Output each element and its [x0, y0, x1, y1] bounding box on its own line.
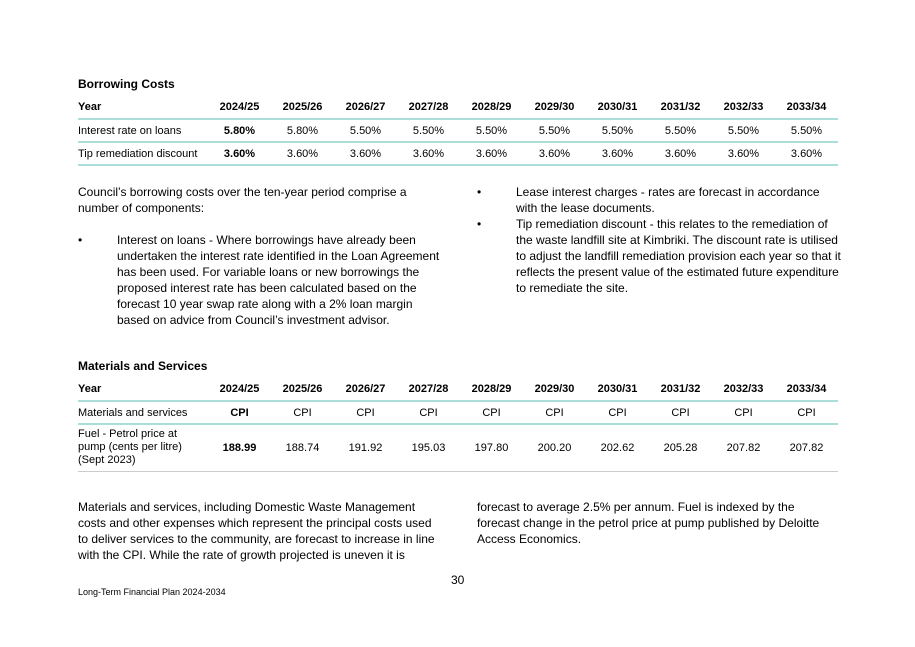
page-number: 30 — [451, 573, 465, 587]
column-header: 2030/31 — [597, 101, 638, 113]
table-cell: 3.60% — [223, 147, 256, 160]
bullet-interest-on-loans — [78, 232, 453, 332]
table-cell: CPI — [608, 406, 627, 419]
table-header-row — [78, 378, 838, 401]
column-header: 2027/28 — [408, 383, 449, 395]
table-cell: 3.60% — [349, 147, 382, 160]
column-header: 2032/33 — [723, 101, 764, 113]
table-cell: 188.74 — [285, 441, 320, 454]
column-header: 2026/27 — [345, 383, 386, 395]
row-label: Tip remediation discount — [78, 147, 198, 160]
table-cell: CPI — [482, 406, 501, 419]
table-cell: 5.50% — [538, 124, 571, 137]
table-cell: 207.82 — [789, 441, 824, 454]
table-cell: 5.80% — [286, 124, 319, 137]
column-header: 2030/31 — [597, 383, 638, 395]
table-cell: CPI — [419, 406, 438, 419]
borrowing-costs-table — [78, 96, 838, 166]
table-cell: CPI — [293, 406, 312, 419]
table-cell: CPI — [734, 406, 753, 419]
table-row — [78, 401, 838, 424]
bullet-tip-remediation — [477, 216, 842, 298]
column-header: 2025/26 — [282, 101, 323, 113]
column-header: Year — [78, 101, 102, 113]
table-cell: 3.60% — [286, 147, 319, 160]
table-row — [78, 424, 838, 471]
table-cell: 191.92 — [348, 441, 383, 454]
column-header: 2024/25 — [219, 383, 260, 395]
bullet-text: Lease interest charges - rates are forecast in accordance with the lease documents. — [516, 185, 820, 215]
table-cell: 3.60% — [790, 147, 823, 160]
row-label: Interest rate on loans — [78, 124, 182, 137]
table-cell: 200.20 — [537, 441, 572, 454]
bullet-icon: • — [78, 233, 83, 247]
borrowing-costs-heading: Borrowing Costs — [78, 77, 175, 91]
column-header: 2029/30 — [534, 101, 575, 113]
bullet-icon: • — [477, 185, 482, 199]
row-label: Materials and services — [78, 406, 188, 419]
table-cell: 3.60% — [727, 147, 760, 160]
bullet-icon: • — [477, 217, 482, 231]
column-header: 2026/27 — [345, 101, 386, 113]
column-header: 2033/34 — [786, 101, 827, 113]
column-header: 2029/30 — [534, 383, 575, 395]
column-header: 2033/34 — [786, 383, 827, 395]
table-cell: CPI — [797, 406, 816, 419]
column-header: Year — [78, 383, 102, 395]
table-cell: 5.50% — [727, 124, 760, 137]
column-header: 2031/32 — [660, 101, 701, 113]
table-cell: 5.50% — [790, 124, 823, 137]
materials-services-heading: Materials and Services — [78, 359, 208, 373]
table-header-row — [78, 96, 838, 119]
table-cell: 5.50% — [664, 124, 697, 137]
table-cell: 202.62 — [600, 441, 635, 454]
column-header: 2031/32 — [660, 383, 701, 395]
column-header: 2028/29 — [471, 383, 512, 395]
table-cell: 5.50% — [475, 124, 508, 137]
table-cell: 207.82 — [726, 441, 761, 454]
bullet-lease-interest — [477, 184, 842, 218]
table-cell: 5.50% — [412, 124, 445, 137]
table-cell: 197.80 — [474, 441, 509, 454]
materials-services-table — [78, 378, 838, 472]
borrowing-intro-paragraph: Council’s borrowing costs over the ten-year period comprise a number of components: — [78, 185, 407, 215]
bullet-text: Interest on loans - Where borrowings have already been undertaken the interest rate identified in the Loan Agreement has been used. For variable loans or new borrowings the proposed interest rate has been calculated based on the forecast 10 year swap rate along with a 2% loan margin based on advice from Council’s investment advisor. — [117, 233, 440, 327]
table-cell: 3.60% — [664, 147, 697, 160]
table-row — [78, 142, 838, 165]
bullet-text: Tip remediation discount - this relates to the remediation of the waste landfill site at Kimbriki. The discount rate is utilised to adjust the landfill remediation provision each year so that it reflects the present value of the estimated future expenditure to remediate the site. — [516, 217, 841, 295]
table-cell: CPI — [230, 406, 249, 419]
table-cell: 5.80% — [223, 124, 256, 137]
table-cell: 3.60% — [475, 147, 508, 160]
column-header: 2024/25 — [219, 101, 260, 113]
table-cell: 195.03 — [411, 441, 446, 454]
column-header: 2025/26 — [282, 383, 323, 395]
table-cell: 3.60% — [412, 147, 445, 160]
table-row — [78, 119, 838, 142]
column-header: 2027/28 — [408, 101, 449, 113]
table-cell: CPI — [545, 406, 564, 419]
table-cell: CPI — [356, 406, 375, 419]
table-cell: CPI — [671, 406, 690, 419]
table-cell: 188.99 — [222, 441, 257, 454]
table-cell: 5.50% — [349, 124, 382, 137]
table-cell: 3.60% — [601, 147, 634, 160]
row-label: Fuel - Petrol price at pump (cents per litre) (Sept 2023) — [78, 428, 182, 467]
table-cell: 5.50% — [601, 124, 634, 137]
column-header: 2028/29 — [471, 101, 512, 113]
materials-paragraph-right: forecast to average 2.5% per annum. Fuel is indexed by the forecast change in the petrol price at pump published by Deloitte Access Economics. — [477, 500, 820, 546]
column-header: 2032/33 — [723, 383, 764, 395]
footer-document-title: Long-Term Financial Plan 2024-2034 — [78, 587, 226, 597]
materials-paragraph-left: Materials and services, including Domestic Waste Management costs and other expenses which represent the principal costs used to deliver services to the community, are forecast to increase in line with the CPI. While the rate of growth projected is uneven it is — [78, 500, 435, 562]
table-cell: 3.60% — [538, 147, 571, 160]
table-cell: 205.28 — [663, 441, 698, 454]
